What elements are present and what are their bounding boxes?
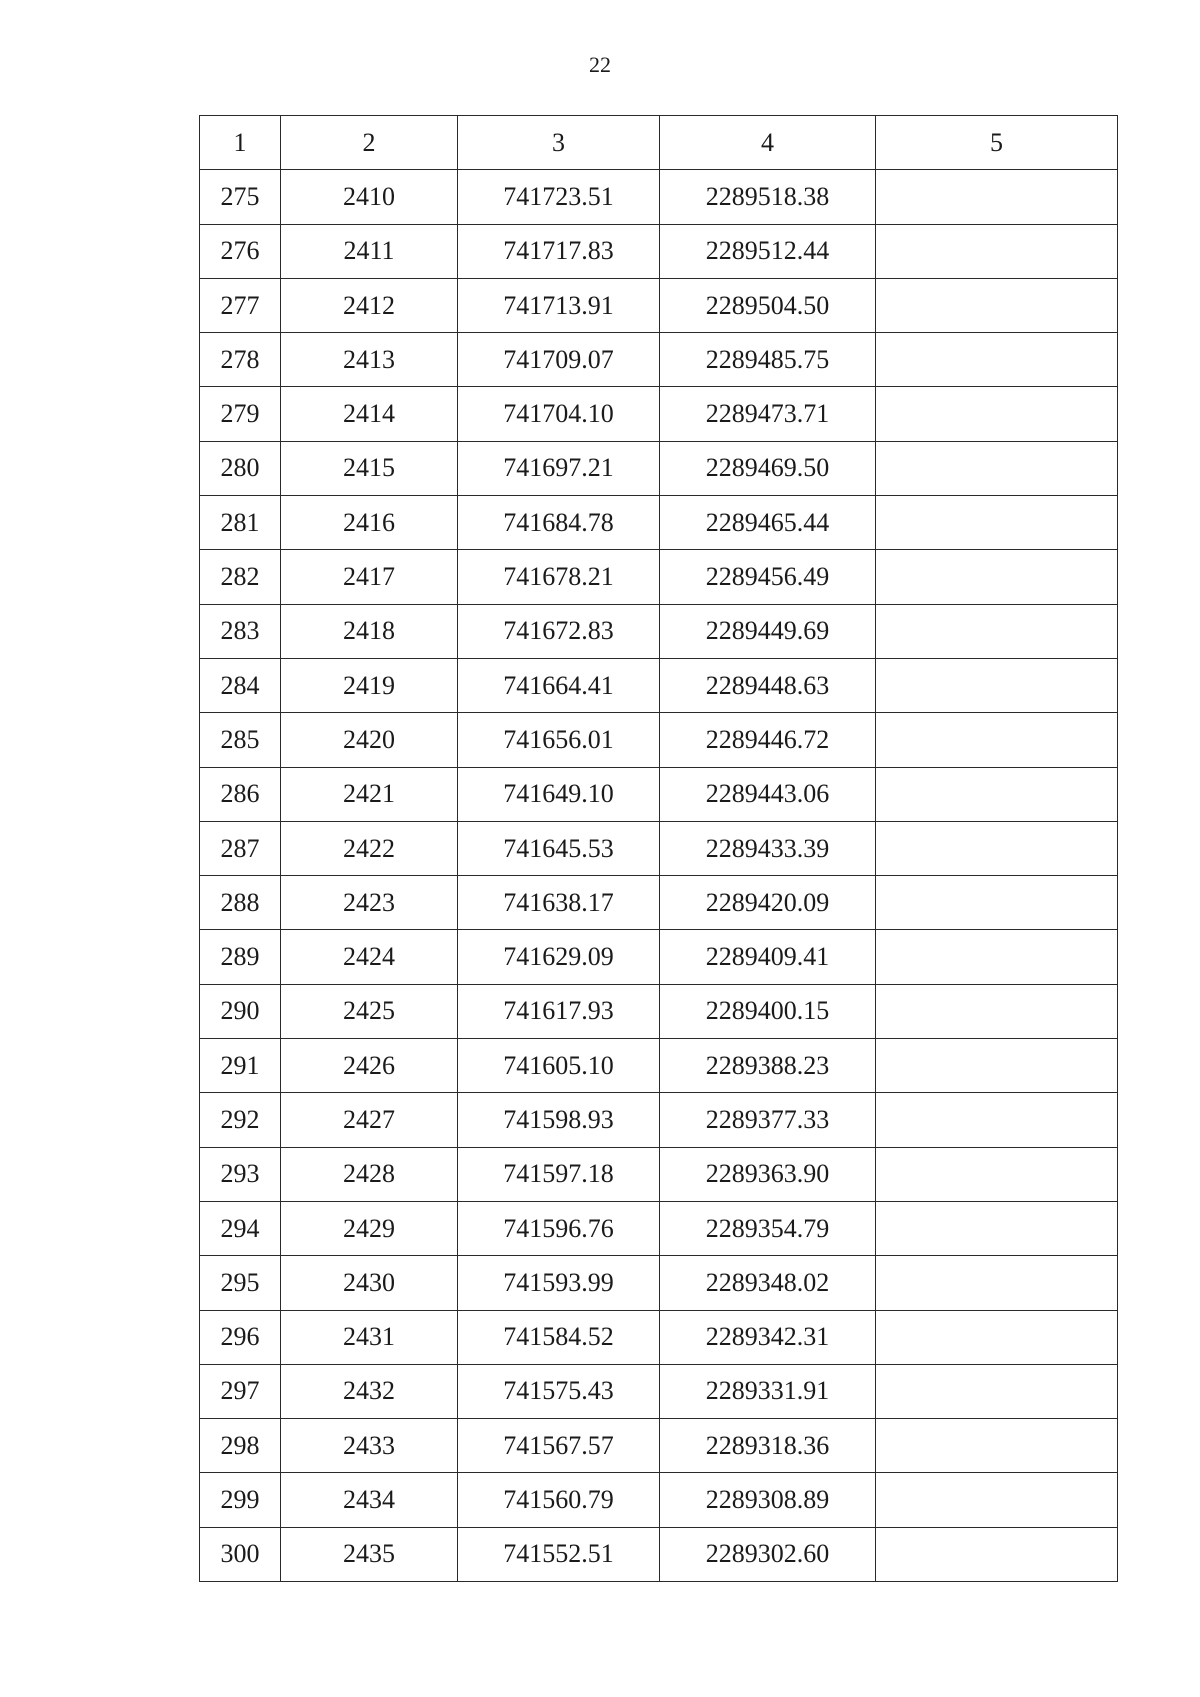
row-number-cell: 279 bbox=[200, 387, 281, 441]
y-coordinate-cell: 2289409.41 bbox=[660, 930, 876, 984]
x-coordinate-cell: 741717.83 bbox=[458, 224, 660, 278]
point-id-cell: 2415 bbox=[281, 441, 458, 495]
notes-cell bbox=[876, 713, 1118, 767]
x-coordinate-cell: 741664.41 bbox=[458, 658, 660, 712]
column-header-2: 2 bbox=[281, 116, 458, 170]
x-coordinate-cell: 741567.57 bbox=[458, 1419, 660, 1473]
y-coordinate-cell: 2289318.36 bbox=[660, 1419, 876, 1473]
table-row bbox=[200, 876, 1118, 930]
row-number-cell: 280 bbox=[200, 441, 281, 495]
notes-cell bbox=[876, 1364, 1118, 1418]
table-row bbox=[200, 1473, 1118, 1527]
point-id-cell: 2422 bbox=[281, 821, 458, 875]
notes-cell bbox=[876, 1310, 1118, 1364]
row-number-cell: 285 bbox=[200, 713, 281, 767]
row-number-cell: 284 bbox=[200, 658, 281, 712]
table-row bbox=[200, 550, 1118, 604]
y-coordinate-cell: 2289504.50 bbox=[660, 278, 876, 332]
y-coordinate-cell: 2289469.50 bbox=[660, 441, 876, 495]
y-coordinate-cell: 2289377.33 bbox=[660, 1093, 876, 1147]
notes-cell bbox=[876, 1147, 1118, 1201]
page-number: 22 bbox=[589, 52, 611, 77]
point-id-cell: 2423 bbox=[281, 876, 458, 930]
row-number-cell: 282 bbox=[200, 550, 281, 604]
table-row bbox=[200, 1039, 1118, 1093]
point-id-cell: 2435 bbox=[281, 1527, 458, 1581]
table-row bbox=[200, 1256, 1118, 1310]
x-coordinate-cell: 741597.18 bbox=[458, 1147, 660, 1201]
row-number-cell: 296 bbox=[200, 1310, 281, 1364]
row-number-cell: 276 bbox=[200, 224, 281, 278]
table-row bbox=[200, 1147, 1118, 1201]
notes-cell bbox=[876, 333, 1118, 387]
y-coordinate-cell: 2289420.09 bbox=[660, 876, 876, 930]
row-number-cell: 289 bbox=[200, 930, 281, 984]
x-coordinate-cell: 741605.10 bbox=[458, 1039, 660, 1093]
point-id-cell: 2413 bbox=[281, 333, 458, 387]
column-header-4: 4 bbox=[660, 116, 876, 170]
notes-cell bbox=[876, 550, 1118, 604]
x-coordinate-cell: 741629.09 bbox=[458, 930, 660, 984]
row-number-cell: 286 bbox=[200, 767, 281, 821]
y-coordinate-cell: 2289348.02 bbox=[660, 1256, 876, 1310]
notes-cell bbox=[876, 930, 1118, 984]
table-row bbox=[200, 496, 1118, 550]
y-coordinate-cell: 2289433.39 bbox=[660, 821, 876, 875]
table-row bbox=[200, 1364, 1118, 1418]
notes-cell bbox=[876, 1093, 1118, 1147]
column-header-5: 5 bbox=[876, 116, 1118, 170]
notes-cell bbox=[876, 496, 1118, 550]
notes-cell bbox=[876, 984, 1118, 1038]
x-coordinate-cell: 741713.91 bbox=[458, 278, 660, 332]
table-row bbox=[200, 1201, 1118, 1255]
table-row bbox=[200, 441, 1118, 495]
row-number-cell: 295 bbox=[200, 1256, 281, 1310]
notes-cell bbox=[876, 604, 1118, 658]
x-coordinate-cell: 741645.53 bbox=[458, 821, 660, 875]
row-number-cell: 299 bbox=[200, 1473, 281, 1527]
y-coordinate-cell: 2289448.63 bbox=[660, 658, 876, 712]
x-coordinate-cell: 741697.21 bbox=[458, 441, 660, 495]
table-header-row bbox=[200, 116, 1118, 170]
table-row bbox=[200, 767, 1118, 821]
x-coordinate-cell: 741723.51 bbox=[458, 170, 660, 224]
point-id-cell: 2411 bbox=[281, 224, 458, 278]
point-id-cell: 2410 bbox=[281, 170, 458, 224]
table-row bbox=[200, 278, 1118, 332]
notes-cell bbox=[876, 1039, 1118, 1093]
notes-cell bbox=[876, 170, 1118, 224]
table-row bbox=[200, 1093, 1118, 1147]
notes-cell bbox=[876, 387, 1118, 441]
column-header-1: 1 bbox=[200, 116, 281, 170]
x-coordinate-cell: 741575.43 bbox=[458, 1364, 660, 1418]
table-row bbox=[200, 224, 1118, 278]
point-id-cell: 2425 bbox=[281, 984, 458, 1038]
point-id-cell: 2412 bbox=[281, 278, 458, 332]
x-coordinate-cell: 741596.76 bbox=[458, 1201, 660, 1255]
table-body bbox=[200, 170, 1118, 1582]
row-number-cell: 291 bbox=[200, 1039, 281, 1093]
x-coordinate-cell: 741617.93 bbox=[458, 984, 660, 1038]
point-id-cell: 2427 bbox=[281, 1093, 458, 1147]
row-number-cell: 288 bbox=[200, 876, 281, 930]
notes-cell bbox=[876, 658, 1118, 712]
y-coordinate-cell: 2289400.15 bbox=[660, 984, 876, 1038]
table-row bbox=[200, 821, 1118, 875]
y-coordinate-cell: 2289342.31 bbox=[660, 1310, 876, 1364]
notes-cell bbox=[876, 441, 1118, 495]
y-coordinate-cell: 2289518.38 bbox=[660, 170, 876, 224]
table-row bbox=[200, 658, 1118, 712]
notes-cell bbox=[876, 821, 1118, 875]
y-coordinate-cell: 2289485.75 bbox=[660, 333, 876, 387]
table-row bbox=[200, 930, 1118, 984]
row-number-cell: 275 bbox=[200, 170, 281, 224]
point-id-cell: 2420 bbox=[281, 713, 458, 767]
point-id-cell: 2433 bbox=[281, 1419, 458, 1473]
x-coordinate-cell: 741560.79 bbox=[458, 1473, 660, 1527]
notes-cell bbox=[876, 876, 1118, 930]
y-coordinate-cell: 2289331.91 bbox=[660, 1364, 876, 1418]
y-coordinate-cell: 2289465.44 bbox=[660, 496, 876, 550]
x-coordinate-cell: 741678.21 bbox=[458, 550, 660, 604]
coordinates-table bbox=[199, 115, 1118, 1582]
row-number-cell: 292 bbox=[200, 1093, 281, 1147]
y-coordinate-cell: 2289388.23 bbox=[660, 1039, 876, 1093]
point-id-cell: 2430 bbox=[281, 1256, 458, 1310]
row-number-cell: 300 bbox=[200, 1527, 281, 1581]
point-id-cell: 2426 bbox=[281, 1039, 458, 1093]
x-coordinate-cell: 741593.99 bbox=[458, 1256, 660, 1310]
notes-cell bbox=[876, 1419, 1118, 1473]
table-row bbox=[200, 984, 1118, 1038]
row-number-cell: 278 bbox=[200, 333, 281, 387]
table-row bbox=[200, 1310, 1118, 1364]
table-row bbox=[200, 604, 1118, 658]
point-id-cell: 2416 bbox=[281, 496, 458, 550]
table-row bbox=[200, 713, 1118, 767]
point-id-cell: 2418 bbox=[281, 604, 458, 658]
notes-cell bbox=[876, 278, 1118, 332]
notes-cell bbox=[876, 1201, 1118, 1255]
row-number-cell: 294 bbox=[200, 1201, 281, 1255]
notes-cell bbox=[876, 767, 1118, 821]
x-coordinate-cell: 741598.93 bbox=[458, 1093, 660, 1147]
y-coordinate-cell: 2289456.49 bbox=[660, 550, 876, 604]
point-id-cell: 2424 bbox=[281, 930, 458, 984]
point-id-cell: 2428 bbox=[281, 1147, 458, 1201]
y-coordinate-cell: 2289446.72 bbox=[660, 713, 876, 767]
table-row bbox=[200, 387, 1118, 441]
row-number-cell: 287 bbox=[200, 821, 281, 875]
point-id-cell: 2432 bbox=[281, 1364, 458, 1418]
y-coordinate-cell: 2289443.06 bbox=[660, 767, 876, 821]
point-id-cell: 2417 bbox=[281, 550, 458, 604]
row-number-cell: 298 bbox=[200, 1419, 281, 1473]
y-coordinate-cell: 2289354.79 bbox=[660, 1201, 876, 1255]
table-row bbox=[200, 333, 1118, 387]
notes-cell bbox=[876, 1473, 1118, 1527]
notes-cell bbox=[876, 1527, 1118, 1581]
row-number-cell: 290 bbox=[200, 984, 281, 1038]
row-number-cell: 281 bbox=[200, 496, 281, 550]
point-id-cell: 2434 bbox=[281, 1473, 458, 1527]
point-id-cell: 2414 bbox=[281, 387, 458, 441]
row-number-cell: 293 bbox=[200, 1147, 281, 1201]
column-header-3: 3 bbox=[458, 116, 660, 170]
y-coordinate-cell: 2289473.71 bbox=[660, 387, 876, 441]
point-id-cell: 2419 bbox=[281, 658, 458, 712]
x-coordinate-cell: 741552.51 bbox=[458, 1527, 660, 1581]
notes-cell bbox=[876, 224, 1118, 278]
point-id-cell: 2429 bbox=[281, 1201, 458, 1255]
point-id-cell: 2421 bbox=[281, 767, 458, 821]
x-coordinate-cell: 741584.52 bbox=[458, 1310, 660, 1364]
y-coordinate-cell: 2289512.44 bbox=[660, 224, 876, 278]
x-coordinate-cell: 741684.78 bbox=[458, 496, 660, 550]
row-number-cell: 277 bbox=[200, 278, 281, 332]
y-coordinate-cell: 2289302.60 bbox=[660, 1527, 876, 1581]
table-row bbox=[200, 1419, 1118, 1473]
x-coordinate-cell: 741672.83 bbox=[458, 604, 660, 658]
y-coordinate-cell: 2289308.89 bbox=[660, 1473, 876, 1527]
row-number-cell: 283 bbox=[200, 604, 281, 658]
notes-cell bbox=[876, 1256, 1118, 1310]
x-coordinate-cell: 741656.01 bbox=[458, 713, 660, 767]
row-number-cell: 297 bbox=[200, 1364, 281, 1418]
x-coordinate-cell: 741638.17 bbox=[458, 876, 660, 930]
y-coordinate-cell: 2289449.69 bbox=[660, 604, 876, 658]
x-coordinate-cell: 741704.10 bbox=[458, 387, 660, 441]
y-coordinate-cell: 2289363.90 bbox=[660, 1147, 876, 1201]
x-coordinate-cell: 741709.07 bbox=[458, 333, 660, 387]
x-coordinate-cell: 741649.10 bbox=[458, 767, 660, 821]
table-row bbox=[200, 170, 1118, 224]
point-id-cell: 2431 bbox=[281, 1310, 458, 1364]
table-row bbox=[200, 1527, 1118, 1581]
